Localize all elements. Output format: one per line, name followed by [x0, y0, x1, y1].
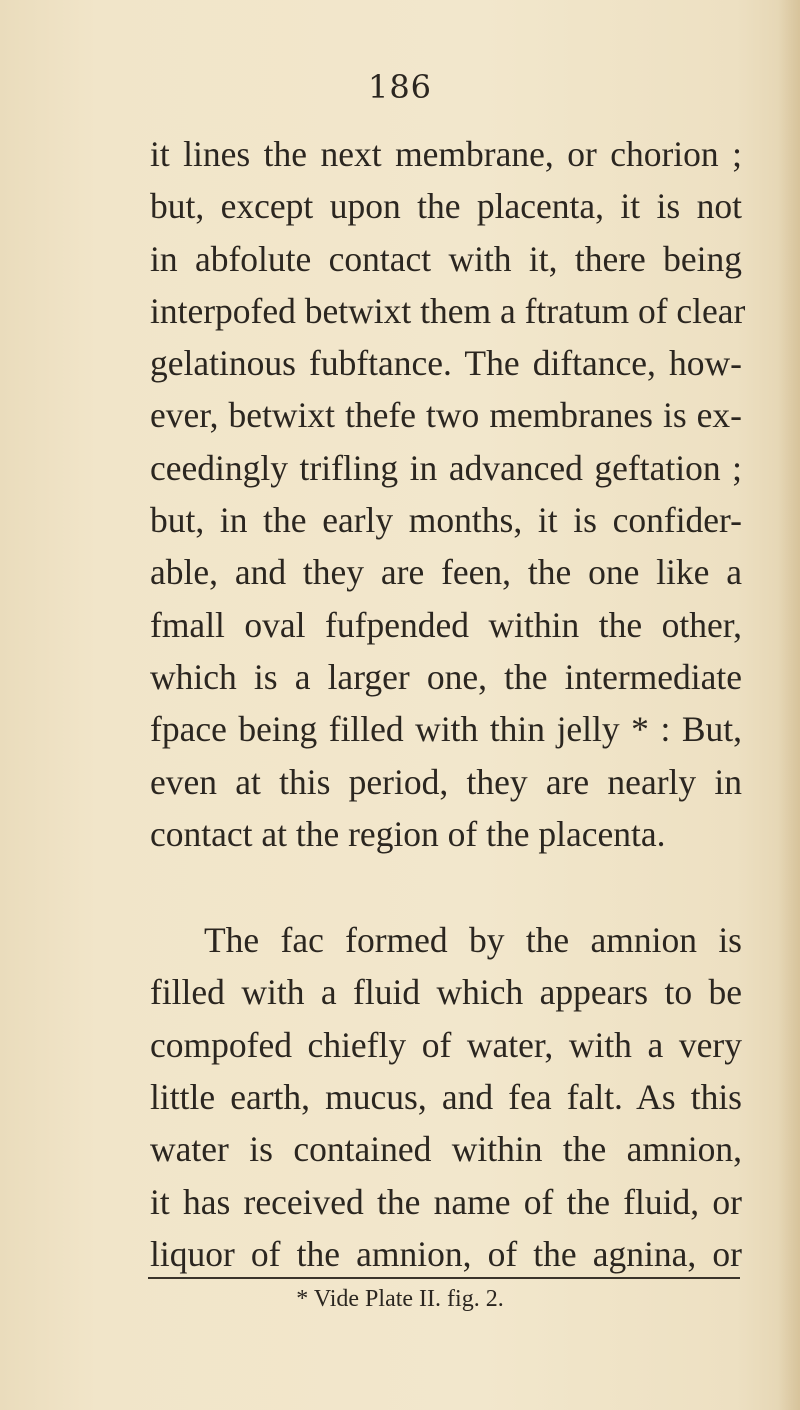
footnote-rule [148, 1277, 740, 1279]
paragraph [150, 914, 742, 1280]
text-line: interpofed betwixt them a ftratum of clear [150, 290, 746, 331]
text-line: contact at the region of the placenta. [150, 813, 666, 854]
text-line: but, in the early months, it is confider- [150, 500, 742, 541]
text-line: ever, betwixt thefe two membranes is ex- [150, 395, 742, 436]
text-line: in abfolute contact with it, there being [150, 238, 742, 279]
text-line: compofed chiefly of water, with a very [150, 1024, 742, 1065]
footnote: * Vide Plate II. fig. 2. [296, 1286, 504, 1312]
text-line: fpace being filled with thin jelly * : But, [150, 709, 742, 750]
body-text [150, 128, 746, 1280]
paragraph-gap [150, 860, 742, 914]
text-line: it has received the name of the fluid, or [150, 1181, 742, 1222]
page-number: 186 [367, 68, 433, 106]
text-line: even at this period, they are nearly in [150, 761, 742, 802]
page-edge-shadow [778, 0, 800, 1410]
text-line: The fac formed by the amnion is [204, 920, 742, 961]
text-line: filled with a fluid which appears to be [150, 972, 742, 1013]
text-line: which is a larger one, the intermediate [150, 656, 742, 697]
text-line: little earth, mucus, and fea falt. As this [150, 1077, 742, 1118]
text-line: but, except upon the placenta, it is not [150, 186, 742, 227]
text-line: gelatinous fubftance. The diftance, how- [150, 343, 742, 384]
text-line: able, and they are feen, the one like a [150, 552, 742, 593]
text-line: ceedingly trifling in advanced geftation ; [150, 447, 742, 488]
text-line: water is contained within the amnion, [150, 1129, 742, 1170]
text-line: fmall oval fufpended within the other, [150, 604, 742, 645]
paragraph [150, 128, 746, 860]
text-line: liquor of the amnion, of the agnina, or [150, 1233, 742, 1274]
text-line: it lines the next membrane, or chorion ; [150, 134, 742, 174]
